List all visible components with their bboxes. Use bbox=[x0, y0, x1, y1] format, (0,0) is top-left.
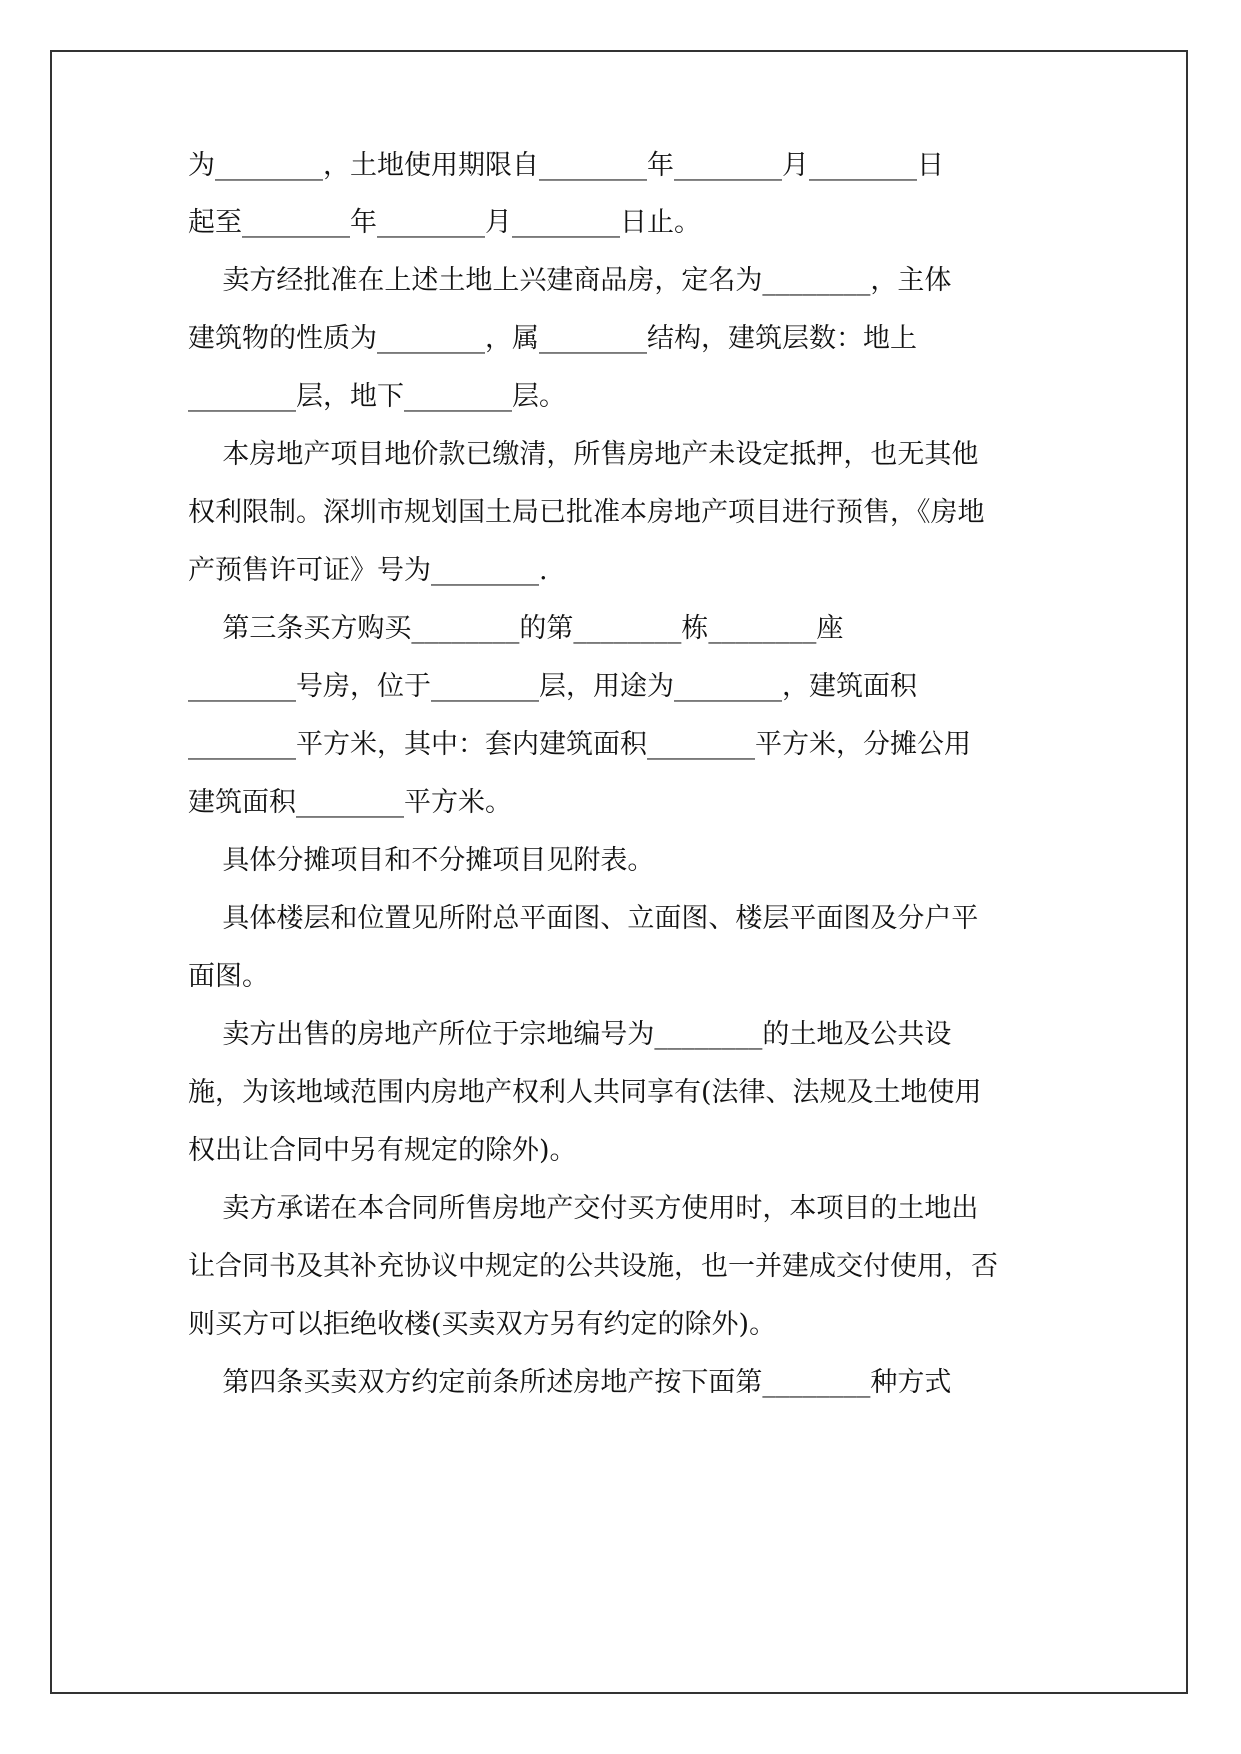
text-line: 起至________年________月________日止。 bbox=[188, 207, 701, 238]
text-line: 具体分摊项目和不分摊项目见附表。 bbox=[188, 845, 655, 876]
text-line: 具体楼层和位置见所附总平面图、立面图、楼层平面图及分户平 bbox=[188, 903, 979, 934]
text-line: 产预售许可证》号为________. bbox=[188, 555, 548, 586]
text-line: ________号房，位于________层，用途为________，建筑面积 bbox=[188, 671, 917, 702]
text-line: 面图。 bbox=[188, 961, 269, 992]
text-line: 为________，土地使用期限自________年________月________日 bbox=[188, 150, 944, 181]
text-line: 让合同书及其补充协议中规定的公共设施，也一并建成交付使用，否 bbox=[188, 1251, 998, 1282]
text-line: 第三条买方购买________的第________栋________座 bbox=[188, 613, 844, 644]
text-line: 第四条买卖双方约定前条所述房地产按下面第________种方式 bbox=[188, 1367, 952, 1398]
text-line: 建筑面积________平方米。 bbox=[188, 787, 512, 818]
text-line: 卖方承诺在本合同所售房地产交付买方使用时，本项目的土地出 bbox=[188, 1193, 979, 1224]
text-line: ________层，地下________层。 bbox=[188, 381, 566, 412]
text-line: 权利限制。深圳市规划国土局已批准本房地产项目进行预售，《房地 bbox=[188, 497, 985, 528]
text-line: 卖方出售的房地产所位于宗地编号为________的土地及公共设 bbox=[188, 1019, 952, 1050]
text-line: 卖方经批准在上述土地上兴建商品房，定名为________，主体 bbox=[188, 265, 952, 296]
text-line: 权出让合同中另有规定的除外)。 bbox=[188, 1135, 577, 1166]
text-line: 施，为该地域范围内房地产权利人共同享有(法律、法规及土地使用 bbox=[188, 1077, 982, 1108]
text-line: 建筑物的性质为________，属________结构，建筑层数：地上 bbox=[188, 323, 917, 354]
text-line: 则买方可以拒绝收楼(买卖双方另有约定的除外)。 bbox=[188, 1309, 777, 1340]
text-line: 本房地产项目地价款已缴清，所售房地产未设定抵押，也无其他 bbox=[188, 439, 979, 470]
text-line: ________平方米，其中：套内建筑面积________平方米，分摊公用 bbox=[188, 729, 971, 760]
